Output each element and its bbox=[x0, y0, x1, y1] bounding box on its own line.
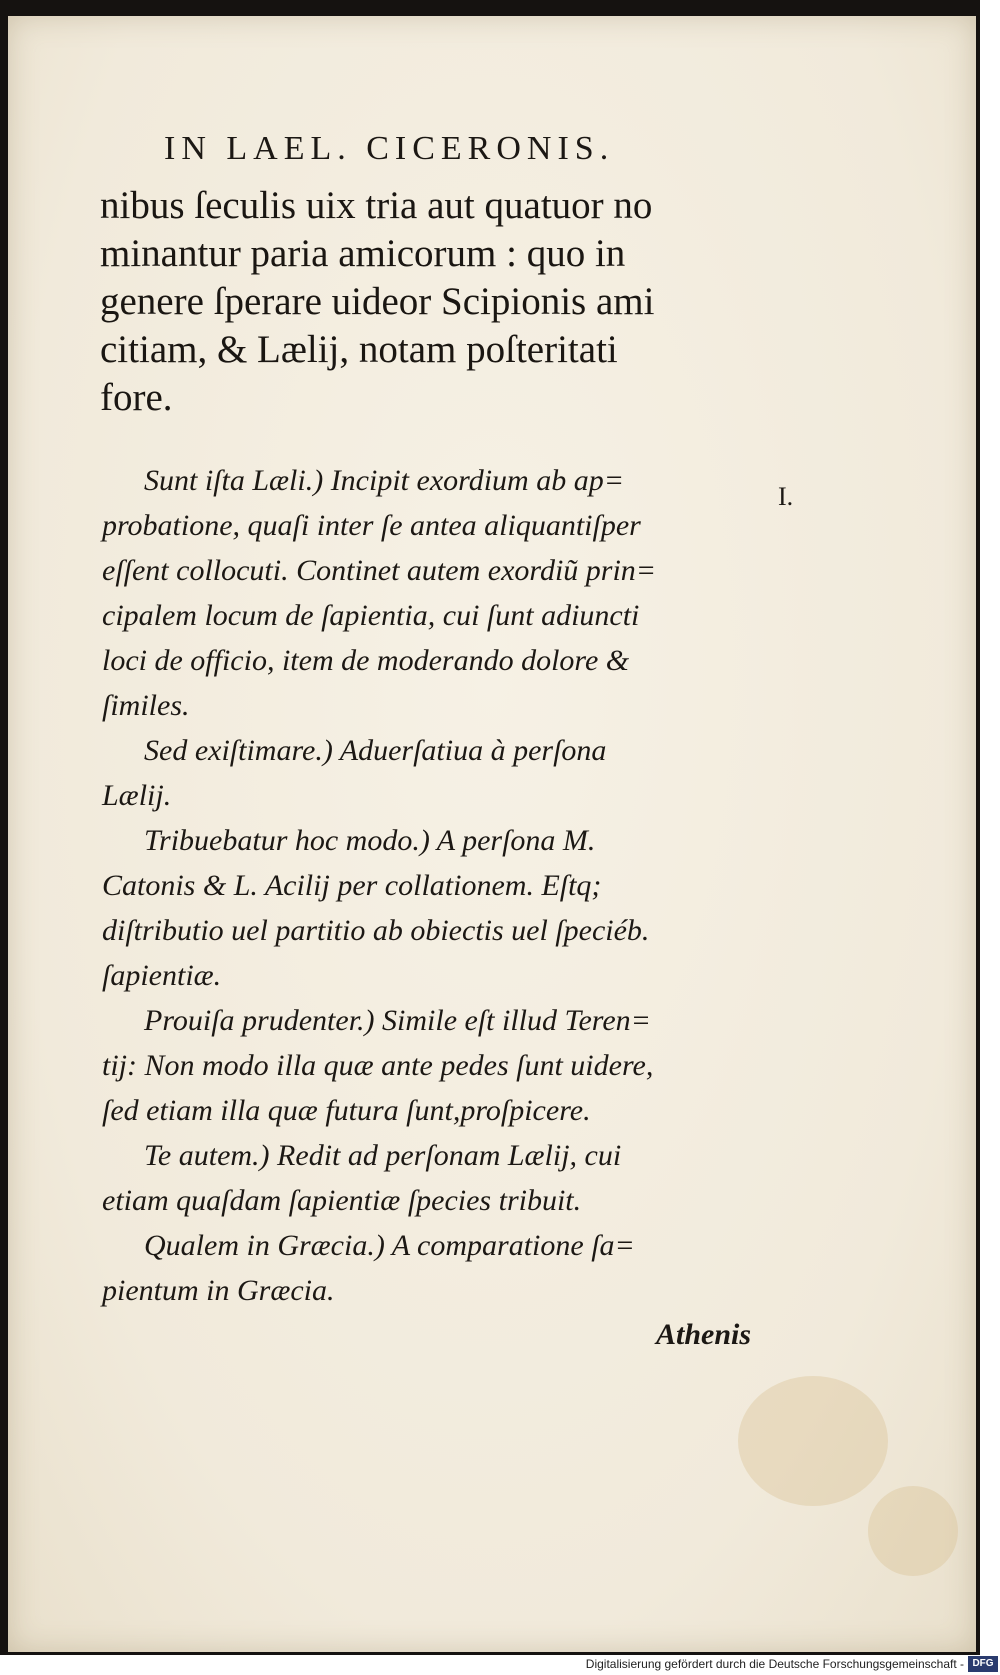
commentary-line: Sunt iſta Læli.) Incipit exordium ab ap= bbox=[144, 464, 624, 497]
commentary-line: pientum in Græcia. bbox=[102, 1274, 335, 1307]
commentary-line: diſtributio uel partitio ab obiectis uel ſpeciéb. bbox=[102, 914, 650, 947]
commentary-line: Catonis & L. Acilij per collationem. Eſtq; bbox=[102, 869, 602, 902]
commentary-line: loci de officio, item de moderando dolore & bbox=[102, 644, 630, 677]
main-text-line: fore. bbox=[100, 376, 173, 419]
commentary-line: etiam quaſdam ſapientiæ ſpecies tribuit. bbox=[102, 1184, 582, 1217]
commentary-line: Prouiſa prudenter.) Simile eſt illud Teren= bbox=[144, 1004, 651, 1037]
footer-credit: Digitalisierung gefördert durch die Deutsche Forschungsgemeinschaft - bbox=[585, 1657, 964, 1671]
dfg-logo: DFG bbox=[968, 1656, 998, 1672]
commentary-line: cipalem locum de ſapientia, cui ſunt adiuncti bbox=[102, 599, 640, 632]
commentary-line: Sed exiſtimare.) Aduerſatiua à perſona bbox=[144, 734, 607, 767]
commentary-line: Tribuebatur hoc modo.) A perſona M. bbox=[144, 824, 596, 857]
main-text-line: nibus ſeculis uix tria aut quatuor no bbox=[100, 184, 653, 227]
page-stain bbox=[868, 1486, 958, 1576]
commentary-line: Lælij. bbox=[102, 779, 172, 812]
main-text bbox=[100, 182, 772, 422]
commentary-line: probatione, quaſi inter ſe antea aliquantiſper bbox=[102, 509, 641, 542]
running-head: IN LAEL. CICERONIS. bbox=[164, 130, 615, 167]
main-text-line: genere ſperare uideor Scipionis ami bbox=[100, 280, 655, 323]
main-text-line: citiam, & Lælij, notam poſteritati bbox=[100, 328, 618, 371]
commentary-line: Te autem.) Redit ad perſonam Lælij, cui bbox=[144, 1139, 622, 1172]
main-text-line: minantur paria amicorum : quo in bbox=[100, 232, 626, 275]
page-stain bbox=[738, 1376, 888, 1506]
commentary-line: eſſent collocuti. Continet autem exordiũ prin= bbox=[102, 554, 657, 587]
catchword: Athenis bbox=[656, 1318, 752, 1351]
commentary-line: Qualem in Græcia.) A comparatione ſa= bbox=[144, 1229, 635, 1262]
commentary-line: ſed etiam illa quæ futura ſunt,proſpicere. bbox=[102, 1094, 591, 1127]
commentary-line: ſimiles. bbox=[102, 689, 190, 722]
commentary bbox=[102, 458, 774, 1313]
margin-number: I. bbox=[778, 482, 794, 511]
commentary-line: ſapientiæ. bbox=[102, 959, 222, 992]
commentary-line: tij: Non modo illa quæ ante pedes ſunt uidere, bbox=[102, 1049, 654, 1082]
